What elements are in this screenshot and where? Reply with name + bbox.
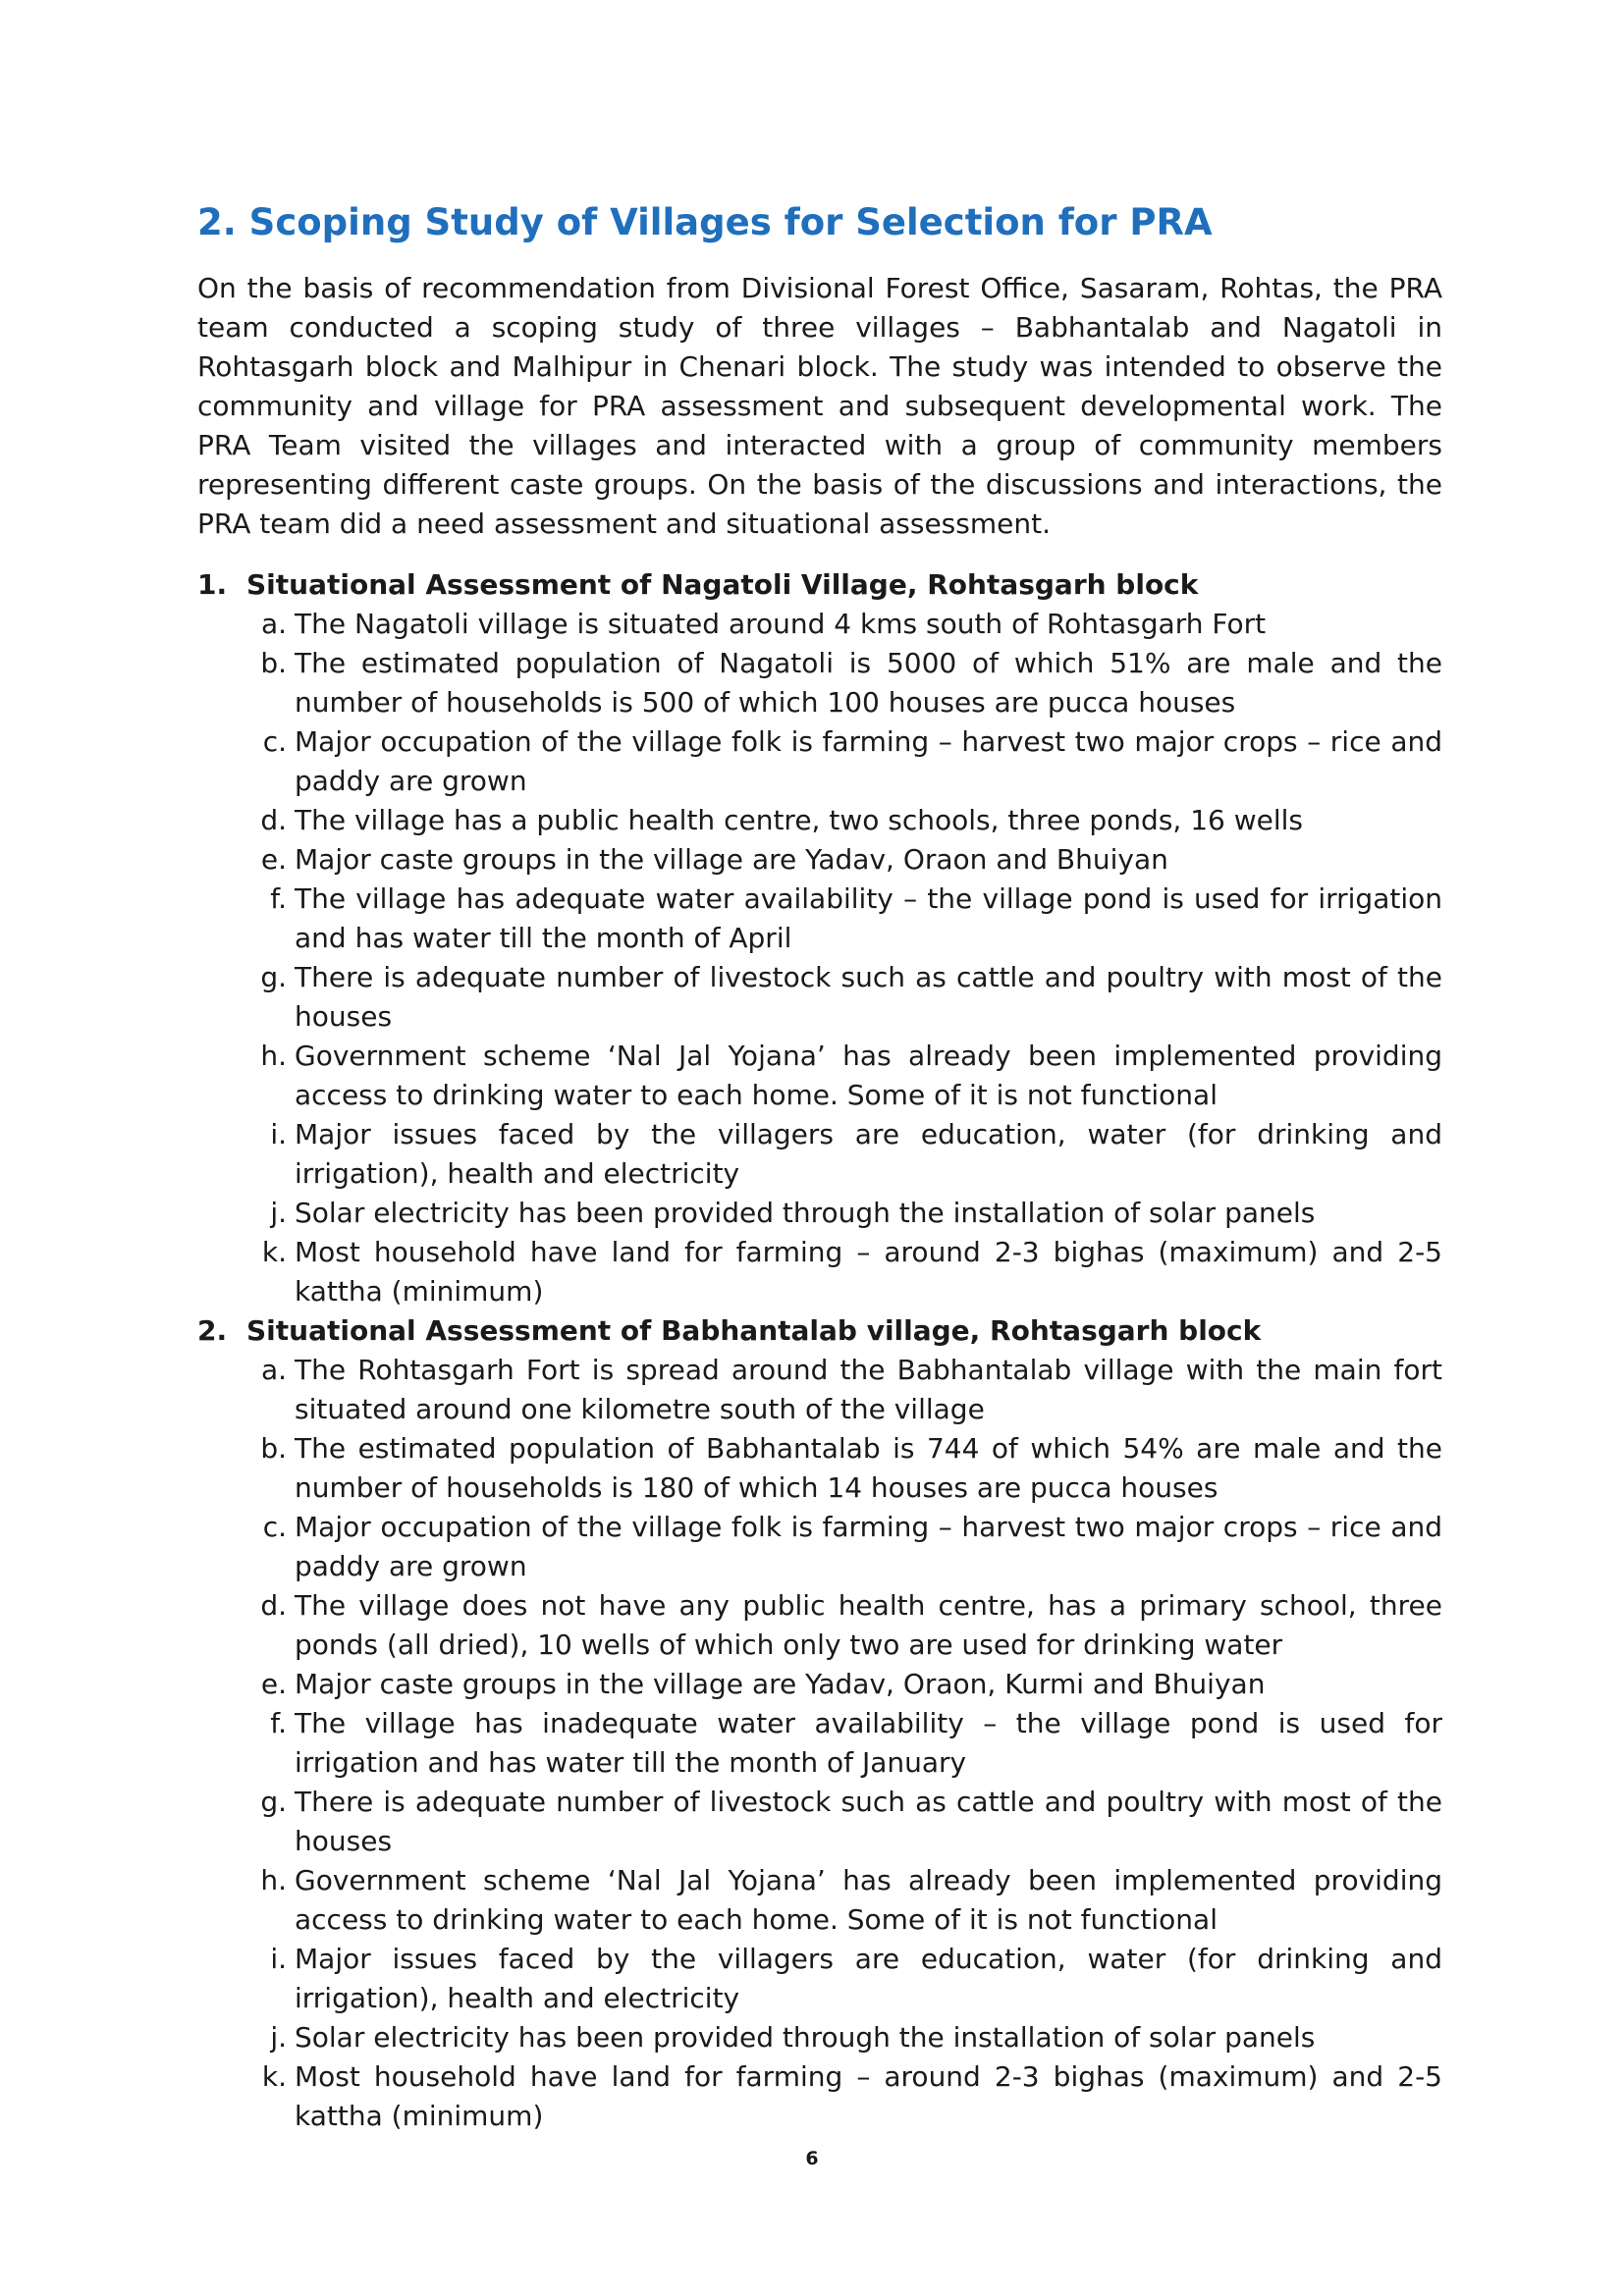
list-item-letter: c. bbox=[262, 725, 287, 758]
list-item-letter: a. bbox=[260, 1354, 287, 1386]
assessment-section bbox=[197, 565, 1442, 1311]
list-item bbox=[251, 2018, 1442, 2057]
list-item bbox=[251, 644, 1442, 722]
list-item bbox=[251, 722, 1442, 801]
assessment-number: 2. bbox=[197, 1314, 228, 1347]
assessment-items bbox=[197, 605, 1442, 1311]
list-item bbox=[251, 801, 1442, 840]
list-item-letter: f. bbox=[270, 882, 287, 915]
list-item-text: Major issues faced by the villagers are education, water (for drinking and irrigation), health and electricity bbox=[295, 1943, 1442, 2014]
assessment-items bbox=[197, 1351, 1442, 2136]
list-item-letter: k. bbox=[261, 1236, 287, 1268]
list-item-letter: j. bbox=[270, 1197, 287, 1229]
list-item bbox=[251, 1704, 1442, 1783]
list-item-text: The Nagatoli village is situated around 4 kms south of Rohtasgarh Fort bbox=[295, 608, 1267, 640]
list-item-letter: k. bbox=[261, 2060, 287, 2093]
list-item bbox=[251, 1429, 1442, 1508]
list-item-letter: b. bbox=[260, 1432, 287, 1465]
list-item bbox=[251, 1861, 1442, 1940]
list-item-letter: h. bbox=[260, 1864, 287, 1896]
assessment-heading-text: Situational Assessment of Nagatoli Village, Rohtasgarh block bbox=[246, 568, 1199, 601]
list-item bbox=[251, 1037, 1442, 1115]
list-item-text: Major occupation of the village folk is farming – harvest two major crops – rice and paddy are grown bbox=[295, 725, 1442, 797]
list-item-letter: e. bbox=[260, 1668, 287, 1700]
list-item-text: The village has a public health centre, two schools, three ponds, 16 wells bbox=[295, 804, 1304, 836]
list-item-letter: e. bbox=[260, 843, 287, 876]
list-item-letter: i. bbox=[270, 1943, 287, 1975]
list-item-letter: i. bbox=[270, 1118, 287, 1150]
list-item-text: The estimated population of Nagatoli is 5000 of which 51% are male and the number of households is 500 of which 100 houses are pucca houses bbox=[295, 647, 1442, 719]
list-item bbox=[251, 958, 1442, 1037]
assessment-number: 1. bbox=[197, 568, 228, 601]
list-item-text: Major occupation of the village folk is farming – harvest two major crops – rice and paddy are grown bbox=[295, 1511, 1442, 1582]
list-item bbox=[251, 1233, 1442, 1311]
list-item-letter: c. bbox=[262, 1511, 287, 1543]
section-title: 2. Scoping Study of Villages for Selection for PRA bbox=[197, 201, 1213, 243]
list-item-text: The Rohtasgarh Fort is spread around the Babhantalab village with the main fort situated around one kilometre south of the village bbox=[295, 1354, 1442, 1425]
list-item-text: The village has adequate water availability – the village pond is used for irrigation and has water till the month of April bbox=[295, 882, 1442, 954]
list-item-text: The estimated population of Babhantalab is 744 of which 54% are male and the number of households is 180 of which 14 houses are pucca houses bbox=[295, 1432, 1442, 1504]
list-item-letter: a. bbox=[260, 608, 287, 640]
list-item-text: The village has inadequate water availability – the village pond is used for irrigation and has water till the month of January bbox=[295, 1707, 1442, 1779]
list-item bbox=[251, 880, 1442, 958]
list-item-letter: g. bbox=[260, 961, 287, 993]
list-item-letter: h. bbox=[260, 1040, 287, 1072]
list-item bbox=[251, 1586, 1442, 1665]
list-item-text: Most household have land for farming – around 2-3 bighas (maximum) and 2-5 kattha (minimum) bbox=[295, 2060, 1442, 2132]
list-item bbox=[251, 2057, 1442, 2136]
list-item bbox=[251, 1115, 1442, 1194]
list-item-letter: f. bbox=[270, 1707, 287, 1739]
assessment-heading bbox=[197, 565, 1442, 605]
list-item-letter: d. bbox=[260, 1589, 287, 1622]
list-item-letter: j. bbox=[270, 2021, 287, 2054]
list-item-text: Government scheme ‘Nal Jal Yojana’ has already been implemented providing access to drinking water to each home. Some of it is not functional bbox=[295, 1864, 1442, 1936]
list-item bbox=[251, 840, 1442, 880]
list-item-letter: g. bbox=[260, 1786, 287, 1818]
list-item-letter: d. bbox=[260, 804, 287, 836]
list-item-text: Solar electricity has been provided through the installation of solar panels bbox=[295, 2021, 1316, 2054]
list-item-text: Major issues faced by the villagers are education, water (for drinking and irrigation), health and electricity bbox=[295, 1118, 1442, 1190]
list-item-text: Solar electricity has been provided through the installation of solar panels bbox=[295, 1197, 1316, 1229]
list-item bbox=[251, 1940, 1442, 2018]
list-item bbox=[251, 1783, 1442, 1861]
list-item-text: Most household have land for farming – around 2-3 bighas (maximum) and 2-5 kattha (minimum) bbox=[295, 1236, 1442, 1308]
assessment-heading-text: Situational Assessment of Babhantalab village, Rohtasgarh block bbox=[246, 1314, 1262, 1347]
list-item-text: Government scheme ‘Nal Jal Yojana’ has already been implemented providing access to drinking water to each home. Some of it is not functional bbox=[295, 1040, 1442, 1111]
list-item-text: Major caste groups in the village are Yadav, Oraon and Bhuiyan bbox=[295, 843, 1168, 876]
assessment-list bbox=[197, 565, 1442, 2136]
assessment-section bbox=[197, 1311, 1442, 2136]
list-item bbox=[251, 1351, 1442, 1429]
list-item-letter: b. bbox=[260, 647, 287, 679]
list-item bbox=[251, 605, 1442, 644]
document-page bbox=[197, 196, 1442, 2136]
list-item bbox=[251, 1508, 1442, 1586]
list-item-text: The village does not have any public health centre, has a primary school, three ponds (all dried), 10 wells of which only two are used for drinking water bbox=[295, 1589, 1442, 1661]
list-item-text: There is adequate number of livestock such as cattle and poultry with most of the houses bbox=[295, 1786, 1442, 1857]
list-item-text: There is adequate number of livestock such as cattle and poultry with most of the houses bbox=[295, 961, 1442, 1033]
intro-paragraph: On the basis of recommendation from Divisional Forest Office, Sasaram, Rohtas, the PRA team conducted a scoping study of three villages – Babhantalab and Nagatoli in Rohtasgarh block and Malhipur in Chenari block. The study was intended to observe the community and village for PRA assessment and subsequent developmental work. The PRA Team visited the villages and interacted with a group of community members representing different caste groups. On the basis of the discussions and interactions, the PRA team did a need assessment and situational assessment. bbox=[197, 272, 1442, 540]
list-item-text: Major caste groups in the village are Yadav, Oraon, Kurmi and Bhuiyan bbox=[295, 1668, 1266, 1700]
list-item bbox=[251, 1194, 1442, 1233]
page-number: 6 bbox=[805, 2148, 819, 2169]
list-item bbox=[251, 1665, 1442, 1704]
assessment-heading bbox=[197, 1311, 1442, 1351]
